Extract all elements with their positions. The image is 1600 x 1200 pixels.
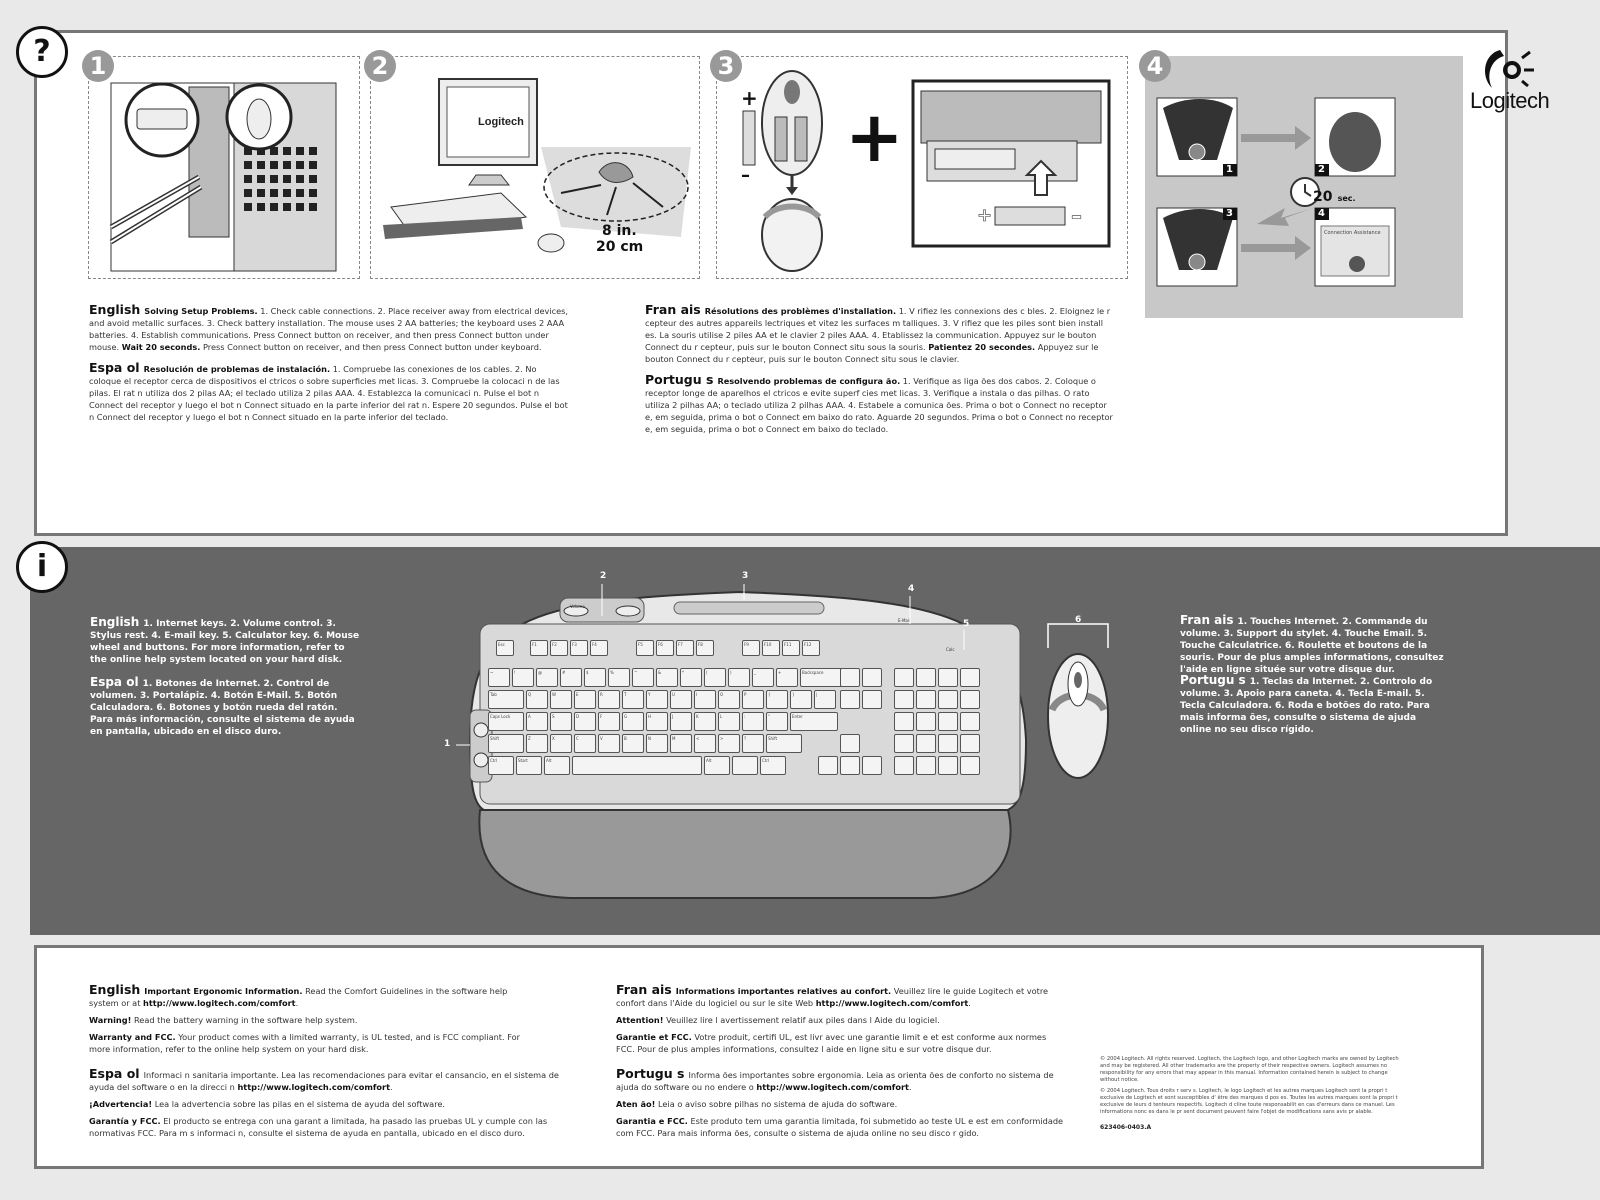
key-1-12: } [790,690,812,709]
info-francais-t1: Veuillez lire le guide Logitech et votre confort dans l'Aide du logiciel ou sur le site Web [616,986,1049,1008]
key-0-6: ^ [632,668,654,687]
info-portugues: Portugu s Informa ões importantes sobre ergonomia. Leia as orienta ões de conforto no sistema de ajuda do software ou no endere o http://www.logitech.com/comfort. Aten ão! Leia o aviso sobre pilhas no sistema de ajuda do software. Garantia e FCC. Este produto tem uma garantia limitada, foi submetido ao teste UL e est em conformidade com FCC. Para mais informa ões, consulte o sistema de ajuda online no seu disco r gido. [616,1066,1064,1138]
logitech-wordmark: Logitech [1470,88,1550,113]
info-icon: i [16,541,68,593]
features-espanol [90,676,360,738]
key-2-7: J [670,712,692,731]
distance-inches: 8 in. [602,223,637,239]
wait-unit: sec. [1337,194,1356,203]
info-english-url[interactable]: http://www.logitech.com/comfort [143,998,296,1008]
info-portugues-url[interactable]: http://www.logitech.com/comfort [756,1082,909,1092]
svg-text:+: + [741,86,758,110]
info-espanol-t3: El producto se entrega con una garant a limitada, ha pasado las pruebas UL y cumple con las normativas FCC. Para m s informaci n, consulte el sistema de ayuda en pantalla, ubicado en el disco duro. [89,1116,548,1138]
key-f11: F11 [782,640,800,656]
key-1-13: | [814,690,836,709]
key-f5: F5 [636,640,654,656]
info-lang-english: English [89,982,141,997]
info-francais: Fran ais Informations importantes relatives au confort. Veuillez lire le guide Logitech et votre confort dans l'Aide du logiciel ou sur le site Web http://www.logitech.com/comfort. Attention! Veuillez lire l avertissement relatif aux piles dans l Aide du logiciel. Garantie et FCC. Votre produit, certifi UL, est livr avec une garantie limit e et est conforme aux normes FCC. Pour de plus amples informations, consultez l aide en ligne situ e sur votre disque dur. [616,982,1049,1054]
features-francais [1180,614,1450,676]
features-lang-portugues: Portugu s [1180,673,1246,687]
step-1-illustration [88,56,360,279]
svg-text:–: – [741,165,750,186]
question-mark-icon: ? [16,26,68,78]
setup-francais [645,304,1115,365]
key-2-4: F [598,712,620,731]
setup-francais-heading: Résolutions des problèmes d'installation. [704,306,897,316]
key-3-3: C [574,734,596,753]
key-0-5: % [608,668,630,687]
info-francais-t2: Veuillez lire l avertissement relatif aux piles dans l Aide du logiciel. [666,1015,940,1025]
key-2-2: S [550,712,572,731]
info-francais-h2: Attention! [616,1015,664,1025]
key-bottom-0: Ctrl [488,756,514,775]
key-2-3: D [574,712,596,731]
key-3-10: ? [742,734,764,753]
key-3-6: N [646,734,668,753]
key-f1: F1 [530,640,548,656]
setup-espanol-body: 1. Compruebe las conexiones de los cables. 2. No coloque el receptor cerca de dispositivos el ctricos o sobre superficies met licas. 3. Compruebe la colocaci n de las pilas. El rat n utiliza dos 2 pilas AA; el teclado utiliza 2 pilas AAA. 4. Establezca la comunicaci n. Pulse el bot n Connect del receptor y luego el bot n Connect situado en la parte inferior del rat n. Espere 20 segundos. Pulse el bot n Connect del receptor y luego el bot n Connect situado en la parte inferior del teclado. [89,364,568,422]
key-1-5: T [622,690,644,709]
wait-seconds: 20 [1313,189,1333,205]
key-1-1: Q [526,690,548,709]
setup-espanol-heading: Resolución de problemas de instalación. [143,364,331,374]
key-f8: F8 [696,640,714,656]
info-portugues-t2: Leia o aviso sobre pilhas no sistema de ajuda do software. [657,1099,898,1109]
setup-portugues [645,374,1115,435]
key-f7: F7 [676,640,694,656]
key-2-11: " [766,712,788,731]
key-1-2: W [550,690,572,709]
info-francais-url[interactable]: http://www.logitech.com/comfort [815,998,969,1008]
key-1-3: E [574,690,596,709]
key-0-13: Backspace [800,668,848,687]
key-bottom-1: Start [516,756,542,775]
info-francais-h1: Informations importantes relatives au confort. [675,986,892,996]
calc-label: Calc [946,647,955,652]
features-lang-espanol: Espa ol [90,675,139,689]
callout-5: 5 [963,619,970,629]
key-f12: F12 [802,640,820,656]
key-esc: Esc [496,640,514,656]
key-2-1: A [526,712,548,731]
key-0-0: ~ [488,668,510,687]
key-f10: F10 [762,640,780,656]
callout-1: 1 [444,739,451,749]
key-1-7: U [670,690,692,709]
step-4-illustration [1145,56,1463,318]
info-english: English Important Ergonomic Information. Read the Comfort Guidelines in the software help system or at http://www.logitech.com/comfort. Warning! Read the battery warning in the software help system. Warranty and FCC. Your product comes with a limited warranty, is UL tested, and is FCC compliant. For more information, refer to the online help system on your hard disk. [89,982,520,1054]
key-f2: F2 [550,640,568,656]
key-0-1: ! [512,668,534,687]
info-espanol-h3: Garantía y FCC. [89,1116,161,1126]
callout-6: 6 [1075,615,1082,625]
setup-english [89,304,569,353]
key-2-0: Caps Lock [488,712,524,731]
step-2-badge: 2 [364,50,396,82]
key-3-0: Shift [488,734,524,753]
features-english [90,616,360,666]
key-0-4: $ [584,668,606,687]
key-0-3: # [560,668,582,687]
setup-english-wait: Wait 20 seconds. [121,342,201,352]
copyright-french: © 2004 Logitech. Tous droits r serv s. Logitech, le logo Logitech et les autres marques Logitech sont la propri t exclusive de Logitech et sont susceptibles d' être des marques d pos es. Toutes les autres marques sont la propri t exclusive de leurs d tenteurs respectifs. Logitech d cline toute responsabilit en cas d'erreurs dans ce manuel. Les informations nonc es dans le pr sent document peuvent faire l'objet de modifications sans avis pr alable. [1100,1088,1398,1115]
features-english-body: 1. Internet keys. 2. Volume control. 3. Stylus rest. 4. E-mail key. 5. Calculator key. 6. Mouse wheel and buttons. For more information, refer to the online help system located on your hard disk. [90,619,360,665]
setup-english-body2: Press Connect button on receiver, and then press Connect button under keyboard. [202,342,542,352]
setup-francais-body: 1. V rifiez les connexions des c bles. 2. Eloignez le r cepteur des autres appareils lectriques et vitez les surfaces m talliques. 3. V rifiez que les piles sont bien install es. La souris utilise 2 piles AA et le clavier 2 piles AAA. 4. Etablissez la communication. Appuyez sur le bouton Connect du r cepteur, puis sur le bouton Connect situ sous la souris. [645,306,1111,352]
key-bottom-2: Alt [544,756,570,775]
key-2-6: H [646,712,668,731]
svg-text:+: + [845,96,904,178]
callout-lines [450,580,990,780]
key-3-1: Z [526,734,548,753]
info-portugues-h3: Garantia e FCC. [616,1116,688,1126]
features-lang-francais: Fran ais [1180,613,1234,627]
key-3-2: X [550,734,572,753]
key-1-11: { [766,690,788,709]
key-3-9: > [718,734,740,753]
key-0-8: * [680,668,702,687]
features-francais-body: 1. Touches Internet. 2. Commande du volume. 3. Support du stylet. 4. Touche Email. 5. Touche Calculatrice. 6. Roulette et boutons de la souris. Pour de plus amples informations, consultez l'aide en ligne située sur votre disque dur. [1180,617,1444,675]
key-f9: F9 [742,640,760,656]
info-francais-h3: Garantie et FCC. [616,1032,692,1042]
setup-espanol [89,362,569,423]
connection-assistance-label: Connection Assistance [1324,230,1381,236]
lang-english: English [89,302,141,317]
info-portugues-h2: Aten ão! [616,1099,656,1109]
info-espanol: Espa ol Informaci n sanitaria importante. Lea las recomendaciones para evitar el cansancio, en el sistema de ayuda del software o en la direcci n http://www.logitech.com/comfort. ¡Advertencia! Lea la advertencia sobre las pilas en el sistema de ayuda del software. Garantía y FCC. El producto se entrega con una garant a limitada, ha pasado las pruebas UL y cumple con las normativas FCC. Para m s informaci n, consulte el sistema de ayuda en pantalla, ubicado en el disco duro. [89,1066,559,1138]
setup-francais-wait: Patientez 20 secondes. [928,342,1036,352]
callout-4: 4 [908,584,915,594]
info-english-h3: Warranty and FCC. [89,1032,176,1042]
part-number: 623406-0403.A [1100,1124,1152,1131]
key-3-8: < [694,734,716,753]
info-lang-francais: Fran ais [616,982,672,997]
info-english-t1: Read the Comfort Guidelines in the software help system or at [89,986,508,1008]
key-2-8: K [694,712,716,731]
key-0-12: + [776,668,798,687]
info-english-t3: Your product comes with a limited warranty, is UL tested, and is FCC compliant. For more information, refer to the online help system on your hard disk. [89,1032,520,1054]
features-lang-english: English [90,615,140,629]
info-english-h1: Important Ergonomic Information. [144,986,303,996]
key-2-12: Enter [790,712,838,731]
key-3-4: V [598,734,620,753]
key-1-10: P [742,690,764,709]
key-0-11: _ [752,668,774,687]
key-3-7: M [670,734,692,753]
key-3-5: B [622,734,644,753]
lang-espanol: Espa ol [89,360,140,375]
info-lang-espanol: Espa ol [89,1066,140,1081]
monitor-logitech-label: Logitech [478,116,524,128]
copyright-english: © 2004 Logitech. All rights reserved. Logitech, the Logitech logo, and other Logitech marks are owned by Logitech and may be registered. All other trademarks are the property of their respective owners. Logitech assumes no responsibility for any errors that may appear in this manual. Information contained herein is subject to change without notice. [1100,1056,1399,1083]
info-espanol-t2: Lea la advertencia sobre las pilas en el sistema de ayuda del software. [154,1099,446,1109]
step-4-sub-4: 4 [1318,208,1325,219]
step-3-illustration [716,56,1128,279]
key-2-9: L [718,712,740,731]
key-bottom-6: Ctrl [760,756,786,775]
key-1-4: R [598,690,620,709]
info-english-h2: Warning! [89,1015,132,1025]
key-2-5: G [622,712,644,731]
key-3-11: Shift [766,734,802,753]
key-0-2: @ [536,668,558,687]
lang-francais: Fran ais [645,302,701,317]
step-4-sub-3: 3 [1226,208,1233,219]
key-f6: F6 [656,640,674,656]
distance-cm: 20 cm [596,239,644,255]
key-bottom-4: Alt [704,756,730,775]
email-label: E-Mail [898,618,911,623]
lang-portugues: Portugu s [645,372,714,387]
key-0-9: ( [704,668,726,687]
step-3-badge: 3 [710,50,742,82]
step-4-sub-2: 2 [1318,164,1325,175]
info-portugues-t1: Informa ões importantes sobre ergonomia. Leia as orienta ões de conforto no sistema de ajuda do software ou no endere o [616,1070,1054,1092]
callout-2: 2 [600,571,607,581]
info-espanol-h2: ¡Advertencia! [89,1099,153,1109]
svg-text:–: – [1071,204,1082,229]
features-espanol-body: 1. Botones de Internet. 2. Control de volumen. 3. Portalápiz. 4. Botón E-Mail. 5. Botón Calculadora. 6. Botones y botón rueda del ratón. Para más información, consulte el sistema de ayuda en pantalla, ubicado en el disco duro. [90,679,355,737]
key-1-6: Y [646,690,668,709]
svg-text:+: + [977,205,993,226]
key-1-0: Tab [488,690,524,709]
info-espanol-url[interactable]: http://www.logitech.com/comfort [237,1082,391,1092]
setup-english-body: 1. Check cable connections. 2. Place receiver away from electrical devices, and avoid metallic surfaces. 3. Check battery installation. The mouse uses 2 AA batteries; the keyboard uses 2 AAA batteries. 4. Establish communications. Press Connect button on receiver, and then press Connect button under mouse. [89,306,569,352]
key-1-8: I [694,690,716,709]
step-1-badge: 1 [82,50,114,82]
key-f4: F4 [590,640,608,656]
step-4-badge: 4 [1139,50,1171,82]
key-1-9: O [718,690,740,709]
key-0-10: ) [728,668,750,687]
info-portugues-t3: Este produto tem uma garantia limitada, foi submetido ao teste UL e est em conformidade com FCC. Para mais informa ões, consulte o sistema de ajuda online no seu disco r gido. [616,1116,1064,1138]
info-english-t2: Read the battery warning in the software help system. [133,1015,358,1025]
key-0-7: & [656,668,678,687]
setup-portugues-body: 1. Verifique as liga ões dos cabos. 2. Coloque o receptor longe de aparelhos el ctricos e evite superf cies met licas. 3. Verifique a instala o das pilhas. O rato utiliza 2 pilhas AA; o teclado utiliza 2 pilhas AAA. 4. Estabele a comunica ões. Prima o bot o Connect no receptor e, em seguida, prima o bot o Connect em baixo do rato. Aguarde 20 segundos. Prima o bot o Connect no receptor e, em seguida, prima o bot o Connect em baixo do teclado. [645,376,1113,434]
wait-time [1313,186,1356,205]
callout-3: 3 [742,571,749,581]
volume-label: Volume [570,604,585,609]
mouse-illustration [1046,650,1110,782]
step-4-sub-1: 1 [1226,164,1233,175]
key-2-10: : [742,712,764,731]
setup-francais-body2: Appuyez sur le bouton Connect du r cepteur, puis sur le bouton Connect situ sous le clavier. [645,342,1099,364]
setup-portugues-heading: Resolvendo problemas de configura ão. [717,376,901,386]
features-portugues [1180,674,1450,736]
setup-english-heading: Solving Setup Problems. [144,306,258,316]
key-f3: F3 [570,640,588,656]
step-2-illustration [370,56,700,279]
features-portugues-body: 1. Teclas da Internet. 2. Controlo do volume. 3. Apoio para caneta. 4. Tecla E-mail. 5. Tecla Calculadora. 6. Roda e botões do rato. Para mais informa ões, consulte o sistema de ajuda online no seu disco rígido. [1180,677,1433,735]
info-espanol-t1: Informaci n sanitaria importante. Lea las recomendaciones para evitar el cansancio, en el sistema de ayuda del software o en la direcci n [89,1070,559,1092]
info-lang-portugues: Portugu s [616,1066,685,1081]
info-francais-t3: Votre produit, certifi UL, est livr avec une garantie limit e et est conforme aux normes FCC. Pour de plus amples informations, consultez l aide en ligne situ e sur votre disque dur. [616,1032,1047,1054]
